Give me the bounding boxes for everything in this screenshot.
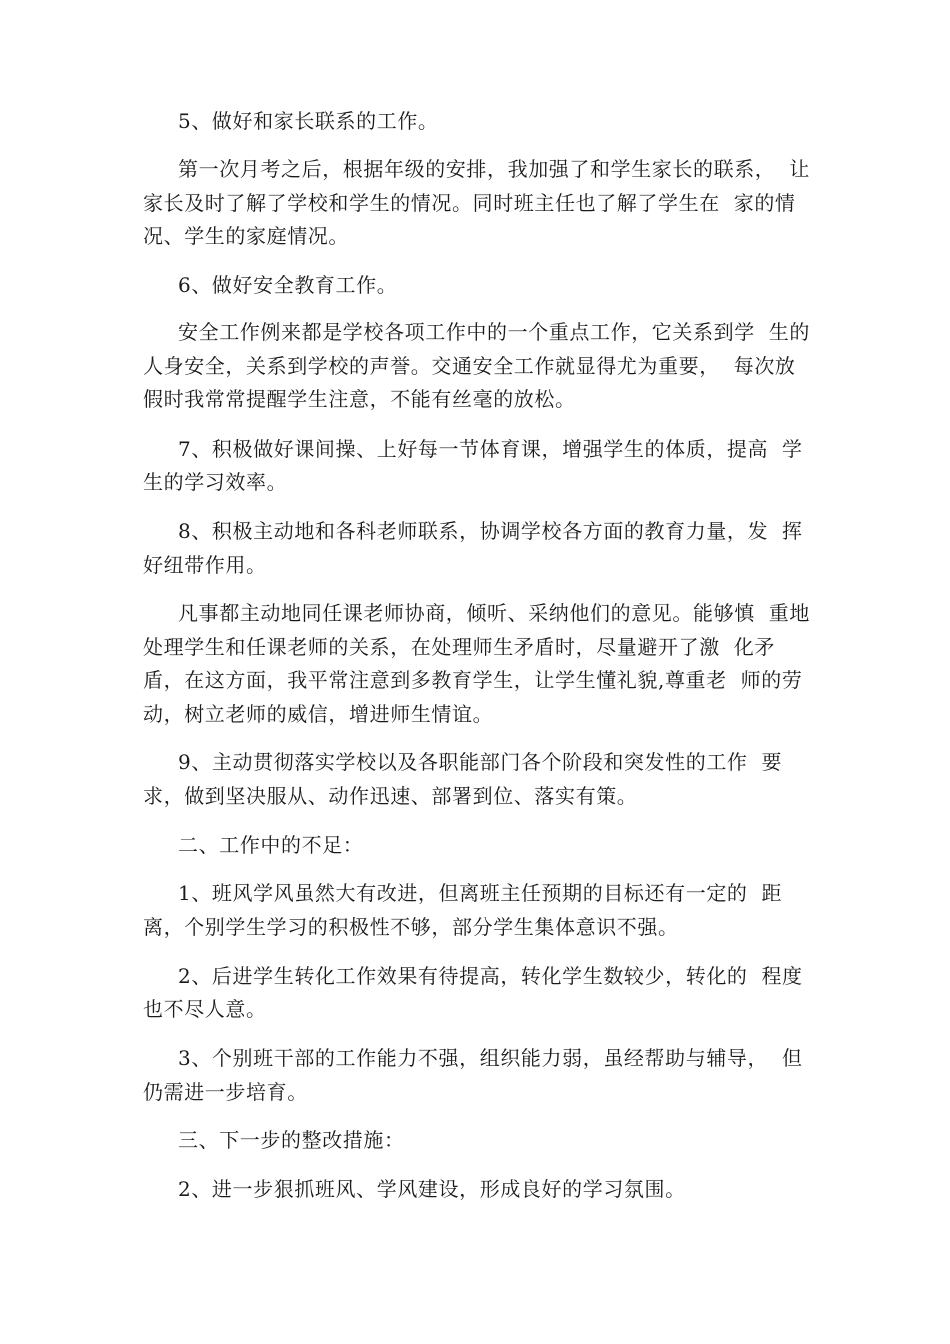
- paragraph-line: 生的学习效率。: [143, 470, 288, 494]
- paragraph-line: 处理学生和任课老师的关系，在处理师生矛盾时，尽量避开了激 化矛: [143, 635, 775, 659]
- paragraph-line: 动，树立老师的威信，增进师生情谊。: [143, 702, 494, 726]
- paragraph-line: 假时我常常提醒学生注意，不能有丝毫的放松。: [143, 387, 576, 411]
- list-item-line: 仍需进一步培育。: [143, 1080, 308, 1104]
- paragraph-line: 第一次月考之后，根据年级的安排，我加强了和学生家长的联系， 让: [178, 157, 810, 181]
- list-item-line: 3、个别班干部的工作能力不强，组织能力弱，虽经帮助与辅导， 但: [178, 1046, 803, 1070]
- list-item-line: 也不尽人意。: [143, 997, 267, 1021]
- paragraph-line: 好纽带作用。: [143, 553, 267, 577]
- section-heading-9: 9、主动贯彻落实学校以及各职能部门各个阶段和突发性的工作 要: [178, 750, 783, 774]
- list-item-line: 2、进一步狠抓班风、学风建设，形成良好的学习氛围。: [178, 1177, 686, 1201]
- section-heading-next-steps: 三、下一步的整改措施：: [178, 1128, 405, 1152]
- paragraph-line: 凡事都主动地同任课老师协商，倾听、采纳他们的意见。能够慎 重地: [178, 601, 810, 625]
- section-heading-6: 6、做好安全教育工作。: [178, 273, 398, 297]
- paragraph-line: 安全工作例来都是学校各项工作中的一个重点工作，它关系到学 生的: [178, 320, 810, 344]
- paragraph-line: 人身安全，关系到学校的声誉。交通安全工作就显得尤为重要， 每次放: [143, 354, 796, 378]
- list-item-line: 离，个别学生学习的积极性不够，部分学生集体意识不强。: [143, 915, 679, 939]
- section-heading-7: 7、积极做好课间操、上好每一节体育课，增强学生的体质，提高 学: [178, 437, 803, 461]
- list-item-line: 1、班风学风虽然大有改进，但离班主任预期的目标还有一定的 距: [178, 881, 783, 905]
- section-heading-shortcomings: 二、工作中的不足：: [178, 833, 364, 857]
- list-item-line: 2、后进学生转化工作效果有待提高，转化学生数较少，转化的 程度: [178, 964, 803, 988]
- paragraph-line: 况、学生的家庭情况。: [143, 224, 349, 248]
- section-heading-8: 8、积极主动地和各科老师联系，协调学校各方面的教育力量，发 挥: [178, 519, 803, 543]
- section-heading-5: 5、做好和家长联系的工作。: [178, 109, 439, 133]
- paragraph-line: 求，做到坚决服从、动作迅速、部署到位、落实有策。: [143, 784, 638, 808]
- paragraph-line: 盾，在这方面，我平常注意到多教育学生，让学生懂礼貌,尊重老 师的劳: [143, 668, 803, 692]
- paragraph-line: 家长及时了解了学校和学生的情况。同时班主任也了解了学生在 家的情: [143, 191, 796, 215]
